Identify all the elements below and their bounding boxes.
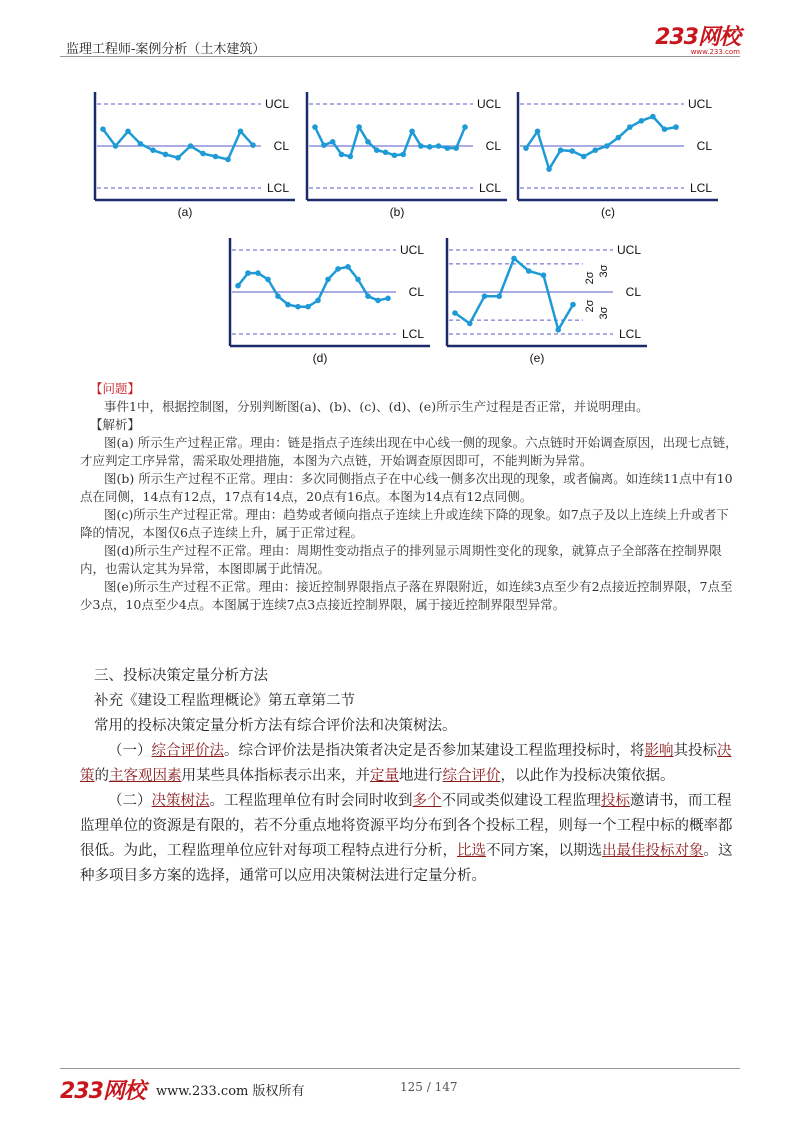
reference-label-ucl: UCL (687, 97, 712, 111)
p1-keyword-4: 主客观因素 (109, 768, 182, 784)
data-point (225, 157, 231, 163)
data-point (541, 272, 547, 278)
reference-label-cl: CL (273, 139, 289, 153)
p2-text-5: 不同方案，以期选 (486, 843, 602, 859)
series-line (103, 129, 253, 159)
footer-logo[interactable]: 233网校 (60, 1079, 145, 1104)
p2-keyword-4: 比选 (457, 843, 486, 859)
data-point (535, 129, 541, 135)
header-rule (60, 56, 740, 57)
data-point (546, 166, 552, 172)
reference-label-lcl: LCL (618, 327, 641, 341)
chart-caption: (d) (312, 351, 328, 365)
data-point (673, 124, 679, 130)
data-point (400, 152, 406, 158)
p2-text-1: （二） (108, 793, 152, 809)
data-point (427, 144, 433, 150)
data-point (285, 302, 291, 308)
p1-text-6: 地进行 (399, 768, 443, 784)
data-point (569, 148, 575, 154)
footer-copyright: www.233.com 版权所有 (156, 1084, 305, 1099)
data-point (312, 124, 318, 130)
data-point (555, 327, 561, 333)
qa-block (80, 380, 740, 614)
section-intro: 常用的投标决策定量分析方法有综合评价法和决策树法。 (94, 718, 457, 734)
p2-keyword-1: 决策树法 (151, 793, 210, 809)
chart-caption: (e) (529, 351, 545, 365)
p1-keyword-2: 影响 (644, 743, 674, 759)
data-point (592, 147, 598, 153)
data-point (250, 142, 256, 148)
reference-label-lcl: LCL (266, 181, 289, 195)
data-point (462, 124, 468, 130)
data-point (325, 277, 331, 283)
data-point (650, 114, 656, 120)
reference-label-cl: CL (625, 285, 641, 299)
data-point (138, 141, 144, 147)
analysis-item-a: 图(a) 所示生产过程正常。理由：链是指点子连续出现在中心线一侧的现象。六点链时开始调查原因，出现七点链，才应判定工序异常，需采取处理措施，本图为六点链，开始调查原因即可，不能判断为异常。 (80, 435, 738, 468)
data-point (570, 302, 576, 308)
data-point (453, 145, 459, 151)
section-block (80, 664, 740, 889)
data-point (558, 147, 564, 153)
p1-keyword-6: 综合评价 (442, 768, 501, 784)
data-point (374, 147, 380, 153)
analysis-item-e: 图(e)所示生产过程不正常。理由：接近控制界限指点子落在界限附近，如连续3点至少有2点接近控制界限，7点至少3点，10点至少4点。本图属于连续7点3点接近控制界限，属于接近控制界限型异常。 (80, 579, 733, 612)
analysis-item-c: 图(c)所示生产过程正常。理由：趋势或者倾向指点子连续上升或连续下降的现象。如7点子及以上连续上升或者下降的情况，本图仅6点子连续上升，属于正常过程。 (80, 507, 729, 540)
sigma-label: 2σ (584, 299, 596, 313)
data-point (467, 321, 473, 327)
data-point (275, 293, 281, 299)
page-number: 125 / 147 (400, 1080, 458, 1094)
data-point (445, 145, 451, 151)
data-point (482, 293, 488, 299)
data-point (627, 124, 633, 130)
data-point (511, 256, 517, 262)
data-point (245, 270, 251, 276)
data-point (662, 126, 668, 132)
control-charts-figure (0, 80, 800, 380)
analysis-tag: 【解析】 (90, 417, 141, 432)
p2-keyword-3: 投标 (601, 793, 630, 809)
data-point (265, 277, 271, 283)
data-point (305, 304, 311, 310)
sigma-label: 2σ (584, 271, 596, 285)
question-tag: 【问题】 (90, 381, 141, 396)
p2-text-6: 。这种多项目多方案的选择，通常可以应用决策树法进行定量分析。 (80, 843, 733, 884)
p1-text-3: 其投标 (673, 743, 717, 759)
data-point (330, 139, 336, 145)
data-point (175, 155, 181, 161)
data-point (526, 268, 532, 274)
chart-caption: (b) (389, 205, 405, 219)
p1-text-7: ，以此作为投标决策依据。 (500, 768, 675, 784)
data-point (321, 142, 327, 148)
section-heading: 三、投标决策定量分析方法 (94, 668, 268, 684)
data-point (125, 129, 131, 135)
data-point (188, 143, 194, 149)
data-point (436, 143, 442, 149)
brand-logo-text: 233网校 (655, 25, 740, 50)
reference-label-ucl: UCL (399, 243, 424, 257)
data-point (238, 129, 244, 135)
data-point (581, 154, 587, 160)
data-point (365, 139, 371, 145)
chart-caption: (a) (177, 205, 193, 219)
data-point (523, 145, 529, 151)
paragraph-decision-tree (80, 789, 740, 889)
p1-text-1: （一） (108, 743, 152, 759)
series-line (455, 258, 573, 329)
reference-label-cl: CL (696, 139, 712, 153)
data-point (150, 147, 156, 153)
chart-caption: (c) (601, 205, 615, 219)
header-title: 监理工程师-案例分析（土木建筑） (66, 42, 266, 57)
data-point (392, 152, 398, 158)
data-point (616, 135, 622, 141)
data-point (496, 293, 502, 299)
data-point (213, 154, 219, 160)
question-text: 事件1中，根据控制图，分别判断图(a)、(b)、(c)、(d)、(e)所示生产过程是否正常，并说明理由。 (104, 399, 649, 414)
data-point (200, 151, 206, 157)
page-footer (60, 1072, 740, 1102)
p2-keyword-5: 出最佳投标对象 (602, 843, 704, 859)
reference-label-ucl: UCL (616, 243, 641, 257)
data-point (163, 152, 169, 158)
data-point (409, 129, 415, 135)
data-point (355, 277, 361, 283)
section-reference: 补充《建设工程监理概论》第五章第二节 (94, 693, 355, 709)
p2-keyword-2: 多个 (412, 793, 442, 809)
data-point (255, 270, 261, 276)
p1-text-2: 。综合评价法是指决策者决定是否参加某建设工程监理投标时，将 (224, 743, 645, 759)
data-point (335, 266, 341, 272)
data-point (345, 264, 351, 270)
analysis-item-d: 图(d)所示生产过程不正常。理由：周期性变动指点子的排列显示周期性变化的现象，就算点子全部落在控制界限内，也需认定其为异常，本图即属于此情况。 (80, 543, 722, 576)
page-header (60, 18, 740, 58)
p2-text-2: 。工程监理单位有时会同时收到 (209, 793, 413, 809)
sigma-label: 3σ (598, 264, 610, 278)
analysis-item-b: 图(b) 所示生产过程不正常。理由：多次同侧指点子在中心线一侧多次出现的现象，或者偏离。如连续11点中有10点在同侧，14点有12点，17点有14点，20点有16点。本图为14点有12点同侧。 (80, 471, 733, 504)
p1-keyword-3: 决策 (80, 743, 732, 784)
reference-label-ucl: UCL (264, 97, 289, 111)
data-point (452, 310, 458, 316)
p2-text-4: 邀请书，而工程监理单位的资源是有限的，若不分重点地将资源平均分布到各个投标工程，则每一个工程中标的概率都很低。为此，工程监理单位应针对每项工程特点进行分析， (80, 793, 733, 859)
reference-label-lcl: LCL (478, 181, 501, 195)
p1-text-5: 用某些具体指标表示出来，并 (181, 768, 370, 784)
series-line (315, 127, 465, 156)
reference-label-cl: CL (485, 139, 501, 153)
data-point (418, 143, 424, 149)
series-line (526, 117, 676, 170)
p1-text-4: 的 (94, 768, 109, 784)
data-point (339, 152, 345, 158)
data-point (365, 293, 371, 299)
data-point (385, 296, 391, 302)
reference-label-lcl: LCL (401, 327, 424, 341)
brand-logo[interactable] (655, 20, 740, 56)
brand-logo-url: www.233.com (690, 48, 740, 56)
data-point (356, 124, 362, 130)
p1-keyword-1: 综合评价法 (151, 743, 224, 759)
data-point (604, 143, 610, 149)
data-point (295, 304, 301, 310)
data-point (100, 126, 106, 132)
reference-label-ucl: UCL (476, 97, 501, 111)
footer-rule (60, 1068, 740, 1069)
sigma-label: 3σ (598, 306, 610, 320)
p2-text-3: 不同或类似建设工程监理 (441, 793, 601, 809)
data-point (347, 154, 353, 160)
reference-label-lcl: LCL (689, 181, 712, 195)
data-point (639, 118, 645, 124)
data-point (235, 283, 241, 289)
data-point (315, 298, 321, 304)
data-point (375, 298, 381, 304)
paragraph-comprehensive-evaluation (80, 739, 740, 789)
reference-label-cl: CL (408, 285, 424, 299)
data-point (113, 143, 119, 149)
data-point (383, 150, 389, 156)
p1-keyword-5: 定量 (370, 768, 399, 784)
